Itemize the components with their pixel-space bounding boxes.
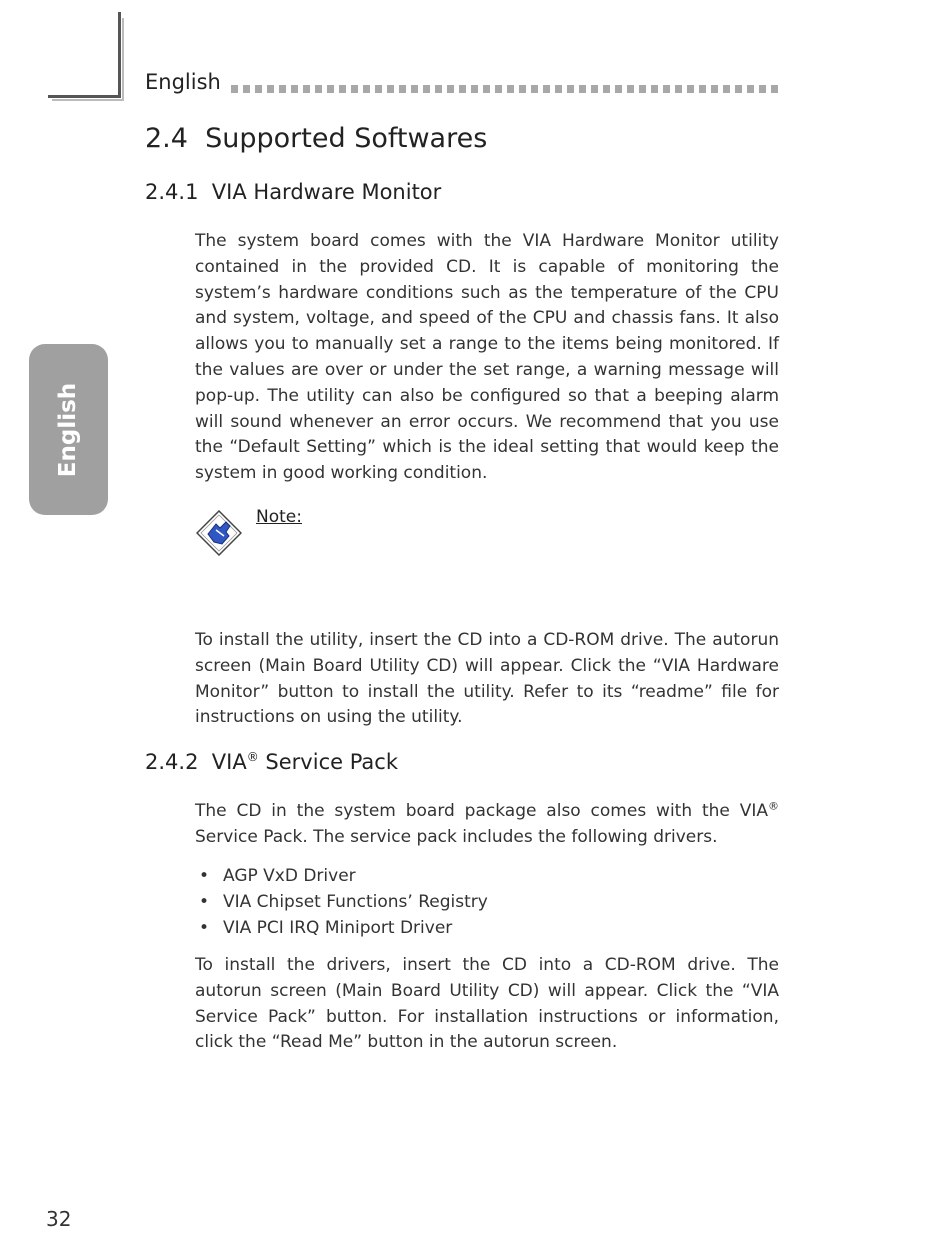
corner-mark-vertical-shadow <box>122 18 124 100</box>
corner-mark-horizontal-shadow <box>52 99 124 101</box>
header-language: English <box>145 70 221 94</box>
corner-mark-horizontal <box>48 95 120 98</box>
registered-mark: ® <box>246 750 259 764</box>
corner-mark-vertical <box>118 12 121 98</box>
subsection-1-number: 2.4.1 <box>145 180 199 204</box>
section-title: Supported Softwares <box>205 123 488 154</box>
driver-list <box>195 863 779 941</box>
page-number: 32 <box>46 1207 72 1231</box>
service-pack-install-instructions: To install the drivers, insert the CD into a CD-ROM drive. The autorun screen (Main Board Utility CD) will appear. Click the “VIA Service Pack” button. For installation instructions or information, click the “Read Me” button in the autorun screen. <box>195 955 779 1053</box>
subsection-2-title-via: VIA <box>211 750 247 774</box>
side-tab-label: English <box>55 382 81 478</box>
note-label: Note: <box>256 507 302 527</box>
subsection-2-title-rest: Service Pack <box>265 750 399 774</box>
registered-mark: ® <box>768 799 779 813</box>
list-item: • VIA PCI IRQ Miniport Driver <box>195 915 779 941</box>
service-pack-intro-end: Service Pack. The service pack includes the following drivers. <box>195 826 718 847</box>
hardware-monitor-description: The system board comes with the VIA Hardware Monitor utility contained in the provided CD. It is capable of monitoring the system’s hardware conditions such as the temperature of the CPU and system, voltage, and speed of the CPU and chassis fans. It also allows you to manually set a range to the items being monitored. If the values are over or under the set range, a warning message will pop-up. The utility can also be configured so that a beeping alarm will sound whenever an error occurs. We recommend that you use the “Default Setting” which is the ideal setting that would keep the system in good working condition. <box>195 231 779 484</box>
subsection-1-heading <box>145 180 441 204</box>
service-pack-intro-start: The CD in the system board package also comes with the VIA <box>195 801 768 821</box>
section-number: 2.4 <box>145 123 188 154</box>
service-pack-intro <box>195 799 779 851</box>
hardware-monitor-install-instructions: To install the utility, insert the CD into a CD-ROM drive. The autorun screen (Main Board Utility CD) will appear. Click the “VIA Hardware Monitor” button to install the utility. Refer to its “readme” file for instructions on using the utility. <box>195 630 779 728</box>
note-hand-icon <box>196 510 242 556</box>
subsection-1-title: VIA Hardware Monitor <box>211 180 442 204</box>
list-item: • AGP VxD Driver <box>195 863 779 889</box>
header-dotted-rule <box>231 85 779 93</box>
subsection-2-heading <box>145 750 398 774</box>
section-heading <box>145 123 487 154</box>
subsection-2-number: 2.4.2 <box>145 750 199 774</box>
list-item: • VIA Chipset Functions’ Registry <box>195 889 779 915</box>
